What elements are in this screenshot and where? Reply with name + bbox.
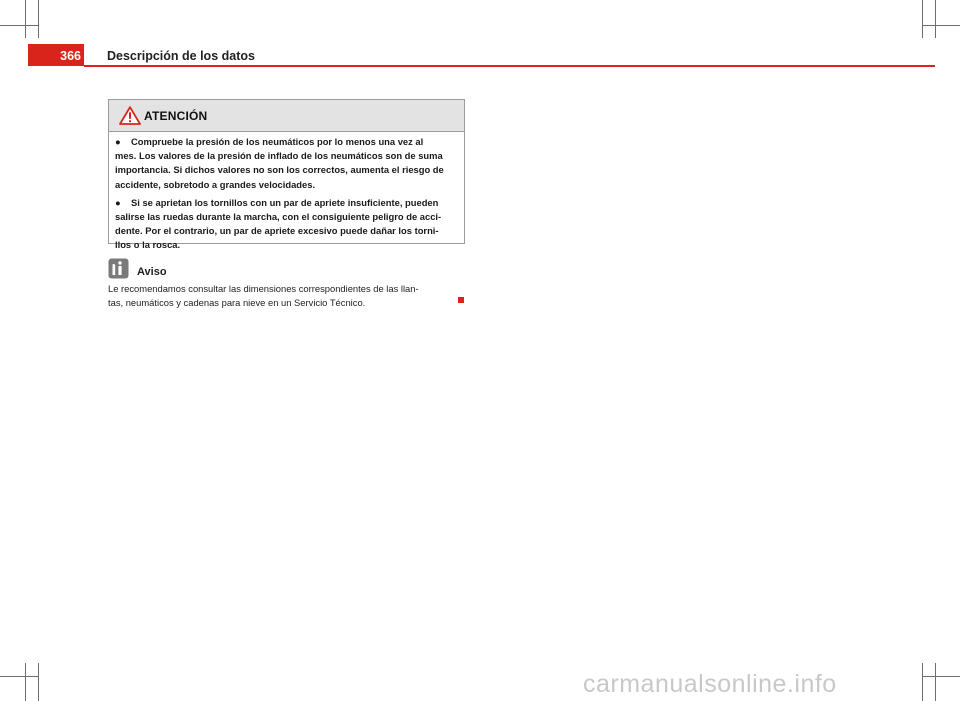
crop-mark <box>922 25 960 26</box>
crop-mark <box>25 663 26 701</box>
crop-mark <box>922 0 923 38</box>
warning-item-line: mes. Los valores de la presión de inflado de los neumáticos son de suma <box>115 150 443 162</box>
bullet: ● <box>115 196 121 208</box>
note-line: tas, neumáticos y cadenas para nieve en un Servicio Técnico. <box>108 296 366 308</box>
warning-item <box>115 135 458 192</box>
warning-item-line: accidente, sobretodo a grandes velocidades. <box>115 178 316 190</box>
warning-title: ATENCIÓN <box>144 109 208 123</box>
crop-mark <box>922 676 960 677</box>
crop-mark <box>0 25 38 26</box>
crop-mark <box>0 676 38 677</box>
warning-item-line: salirse las ruedas durante la marcha, con el consiguiente peligro de acci- <box>115 211 442 223</box>
crop-mark <box>25 0 26 38</box>
section-end-marker <box>458 297 464 303</box>
note-text <box>108 282 468 309</box>
warning-item <box>115 196 458 253</box>
note-title: Aviso <box>137 266 167 278</box>
crop-mark <box>935 0 936 38</box>
header-rule <box>84 65 935 67</box>
section-title: Descripción de los datos <box>107 49 255 63</box>
crop-mark <box>922 663 923 701</box>
warning-item-line: Si se aprietan los tornillos con un par de apriete insuficiente, pueden <box>131 196 439 208</box>
warning-item-line: importancia. Si dichos valores no son los correctos, aumenta el riesgo de <box>115 164 444 176</box>
warning-body <box>109 132 464 253</box>
warning-item-line: llos o la rosca. <box>115 239 181 251</box>
info-note-icon <box>108 258 129 279</box>
note-line: Le recomendamos consultar las dimensiones correspondientes de las llan- <box>108 283 419 294</box>
warning-triangle-icon <box>119 106 141 125</box>
warning-header <box>109 100 464 132</box>
crop-mark <box>38 663 39 701</box>
watermark: carmanualsonline.info <box>583 670 837 698</box>
crop-mark <box>38 0 39 38</box>
warning-box <box>108 99 465 251</box>
bullet: ● <box>115 136 121 147</box>
crop-mark <box>935 663 936 701</box>
warning-item-line: Compruebe la presión de los neumáticos por lo menos una vez al <box>131 136 424 147</box>
page-number: 366 <box>28 44 84 66</box>
warning-item-line: dente. Por el contrario, un par de apriete excesivo puede dañar los torni- <box>115 225 439 237</box>
